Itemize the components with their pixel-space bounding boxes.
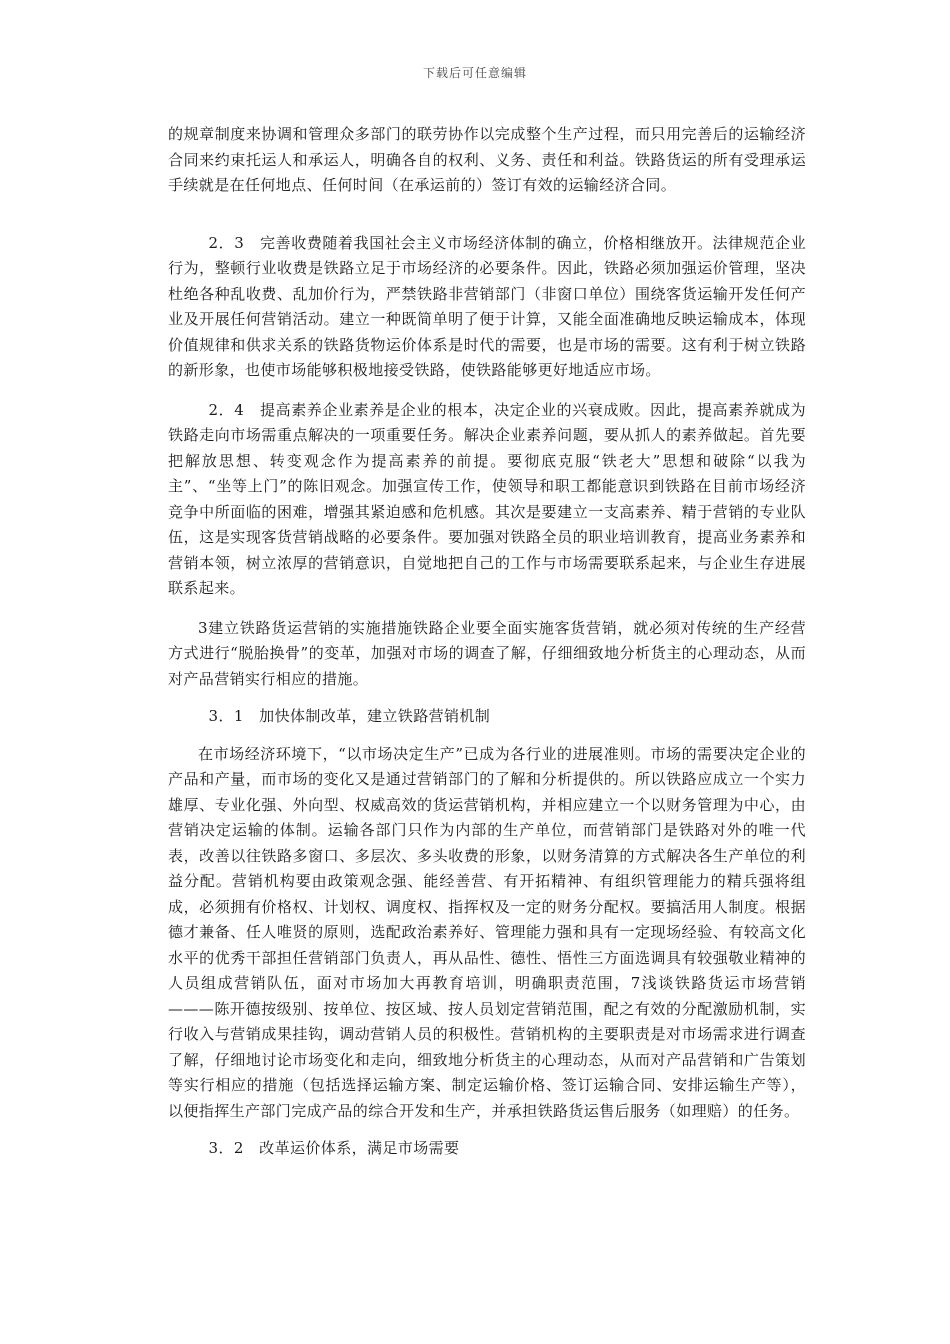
page-header-note: 下载后可任意编辑 bbox=[422, 66, 527, 80]
paragraph-2-4-quality: 2．4 提高素养企业素养是企业的根本，决定企业的兴衰成败。因此，提高素养就成为铁路走向市场需重点解决的一项重要任务。解决企业素养问题，要从抓人的素养做起。首先要把解放思想、转变观念作为提高素养的前提。要彻底克服“铁老大”思想和破除“以我为主”、“坐等上门”的陈旧观念。加强宣传工作，使领导和职工都能意识到铁路在目前市场经济竞争中所面临的困难，增强其紧迫感和危机感。其次是要建立一支高素养、精于营销的专业队伍，这是实现客货营销战略的必要条件。要加强对铁路全员的职业培训教育，提高业务素养和营销本领，树立浓厚的营销意识，自觉地把自己的工作与市场需要联系起来，与企业生存进展联系起来。 bbox=[168, 400, 806, 597]
paragraph-3-measures: 3建立铁路货运营销的实施措施铁路企业要全面实施客货营销，就必须对传统的生产经营方式进行“脱胎换骨”的变革，加强对市场的调查了解，仔细细致地分析货主的心理动态，从而对产品营销实行相应的措施。 bbox=[168, 618, 806, 688]
paragraph-2-3-fees: 2．3 完善收费随着我国社会主义市场经济体制的确立，价格相继放开。法律规范企业行为，整顿行业收费是铁路立足于市场经济的必要条件。因此，铁路必须加强运价管理，坚决杜绝各种乱收费、乱加价行为，严禁铁路非营销部门（非窗口单位）围绕客货运输开发任何产业及开展任何营销活动。建立一种既简单明了便于计算，又能全面准确地反映运输成本，体现价值规律和供求关系的铁路货物运价体系是时代的需要，也是市场的需要。这有利于树立铁路的新形象，也使市场能够积极地接受铁路，使铁路能够更好地适应市场。 bbox=[168, 233, 806, 379]
document-body bbox=[168, 122, 806, 1162]
section-heading-3-1: 3．1 加快体制改革，建立铁路营销机制 bbox=[208, 707, 491, 725]
paragraph-3-1-body: 在市场经济环境下，“以市场决定生产”已成为各行业的进展准则。市场的需要决定企业的产品和产量，而市场的变化又是通过营销部门的了解和分析提供的。所以铁路应成立一个实力雄厚、专业化强、外向型、权威高效的货运营销机构，并相应建立一个以财务管理为中心，由营销决定运输的体制。运输各部门只作为内部的生产单位，而营销部门是铁路对外的唯一代表，改善以往铁路多窗口、多层次、多头收费的形象，以财务清算的方式解决各生产单位的利益分配。营销机构要由政策观念强、能经善营、有开拓精神、有组织管理能力的精兵强将组成，必须拥有价格权、计划权、调度权、指挥权及一定的财务分配权。要搞活用人制度。根据德才兼备、任人唯贤的原则，选配政治素养好、管理能力强和具有一定现场经验、有较高文化水平的优秀干部担任营销部门负责人，再从品性、德性、悟性三方面选调具有较强敬业精神的人员组成营销队伍，面对市场加大再教育培训，明确职责范围，7浅谈铁路货运市场营销———陈开德按级别、按单位、按区域、按人员划定营销范围，配之有效的分配激励机制，实行收入与营销成果挂钩，调动营销人员的积极性。营销机构的主要职责是对市场需求进行调查了解，仔细地讨论市场变化和走向，细致地分析货主的心理动态，从而对产品营销和广告策划等实行相应的措施（包括选择运输方案、制定运输价格、签订运输合同、安排运输生产等），以便指挥生产部门完成产品的综合开发和生产，并承担铁路货运售后服务（如理赔）的任务。 bbox=[168, 744, 806, 1120]
paragraph-contract-continuation: 的规章制度来协调和管理众多部门的联劳协作以完成整个生产过程，而只用完善后的运输经济合同来约束托运人和承运人，明确各自的权利、义务、责任和利益。铁路货运的所有受理承运手续就是在任何地点、任何时间（在承运前的）签订有效的运输经济合同。 bbox=[168, 125, 806, 194]
section-heading-3-2: 3．2 改革运价体系，满足市场需要 bbox=[208, 1139, 460, 1157]
